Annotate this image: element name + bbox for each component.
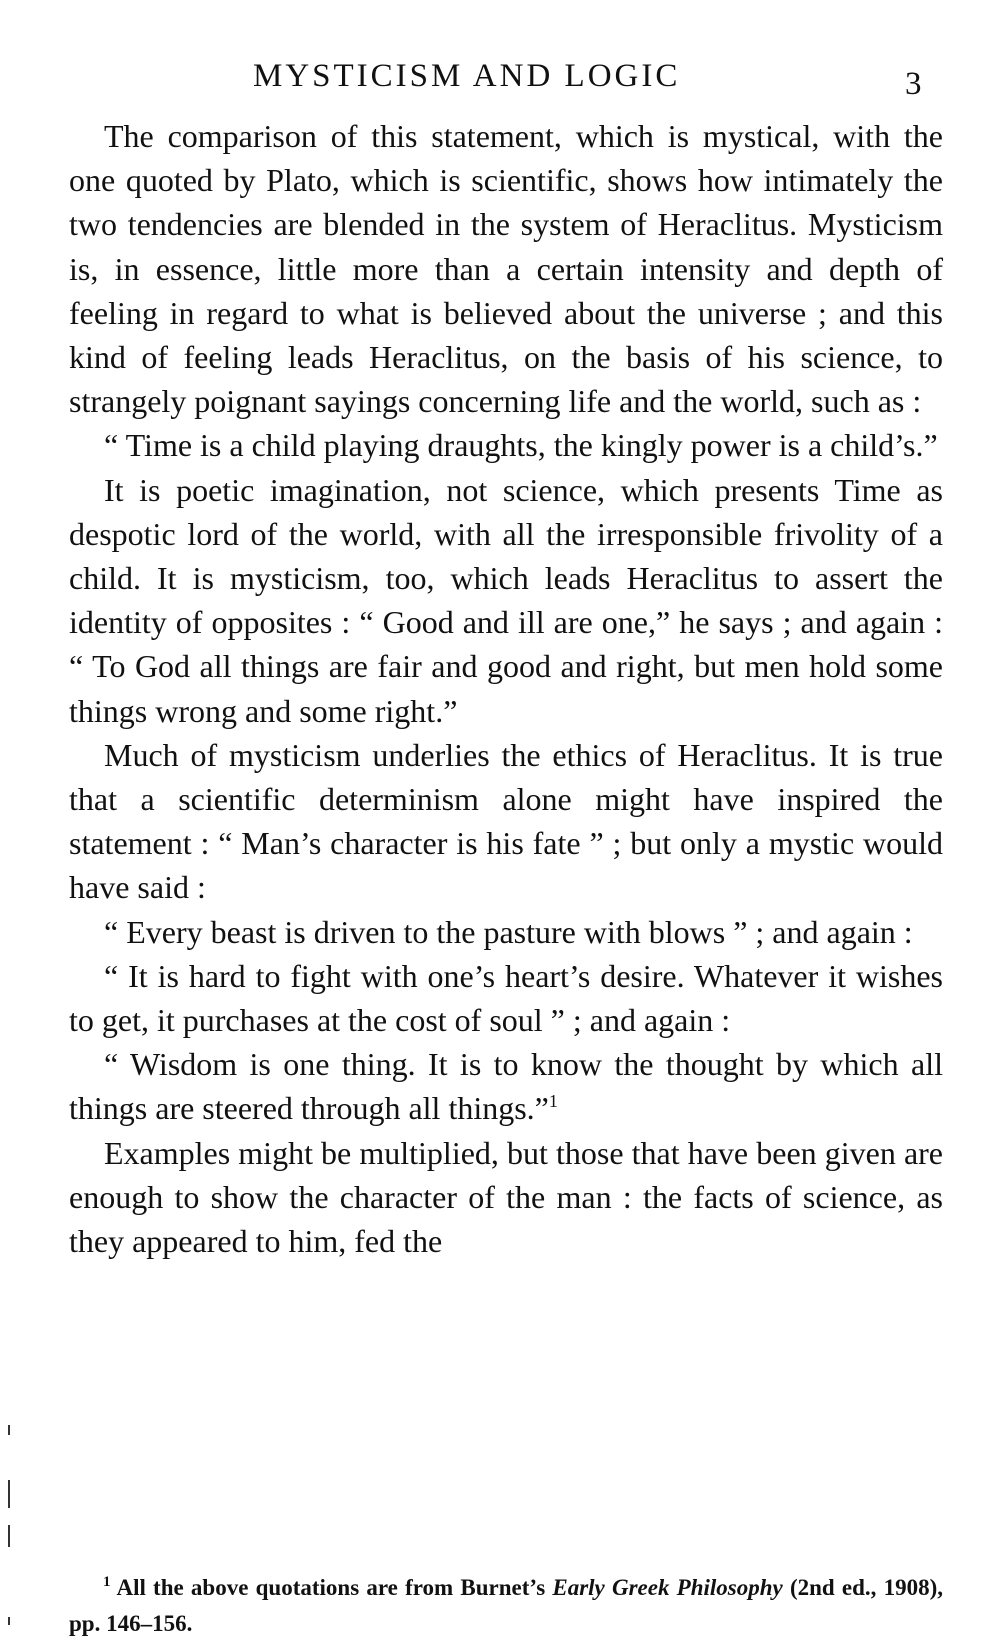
margin-tick <box>8 1480 10 1508</box>
margin-scan-marks <box>8 1425 14 1625</box>
running-head <box>0 52 1000 100</box>
paragraph-heraclitus-mysticism: The comparison of this statement, which is mystical, with the one quoted by Plato, which is scientific, shows how intimately the two tendencies are blended in the system of Heraclitus. Mysticism is, in essence, little more than a certain intensity and depth of feeling in regard to what is believed about the universe ; and this kind of feeling leads Heraclitus, on the basis of his science, to strangely poignant sayings concerning life and the world, such as : <box>69 118 943 420</box>
paragraph-ethics: Much of mysticism underlies the ethics of Heraclitus. It is true that a scientific determinism alone might have inspired the statement : “ Man’s character is his fate ” ; but only a mystic would have said : <box>69 736 943 906</box>
quote-wisdom-text: “ Wisdom is one thing. It is to know the thought by which all things are steered through all things.” <box>69 1046 943 1127</box>
footnote-reference[interactable]: 1 <box>548 1091 558 1112</box>
footnote-text-before: All the above quotations are from Burnet’s <box>116 1575 553 1600</box>
page-number: 3 <box>905 66 922 102</box>
margin-tick <box>8 1525 10 1547</box>
margin-tick <box>8 1617 10 1625</box>
paragraph-poetic-imagination: It is poetic imagination, not science, which presents Time as despotic lord of the world, with all the irresponsible frivolity of a child. It is mysticism, too, which leads Heraclitus to assert the identity of opposites : “ Good and ill are one,” he says ; and again : “ To God all things are fair and good and right, but men hold some things wrong and some right.” <box>69 471 943 729</box>
quote-heart-desire: “ It is hard to fight with one’s heart’s desire. Whatever it wishes to get, it purchases at the cost of soul ” ; and again : <box>69 957 943 1039</box>
footnote-book-title: Early Greek Philosophy <box>552 1575 783 1600</box>
body-text <box>69 114 943 1263</box>
margin-tick <box>8 1425 10 1435</box>
footnote-text-after: (2nd ed., 1908), pp. 146–156. <box>69 1575 944 1636</box>
running-title: MYSTICISM AND LOGIC <box>253 58 681 94</box>
paragraph-examples: Examples might be multiplied, but those that have been given are enough to show the character of the man : the facts of science, as they appeared to him, fed the <box>69 1134 943 1260</box>
footnote <box>69 1570 943 1642</box>
quote-every-beast: “ Every beast is driven to the pasture with blows ” ; and again : <box>104 913 913 950</box>
quote-time-child: “ Time is a child playing draughts, the kingly power is a child’s.” <box>104 427 938 464</box>
footnote-mark: 1 <box>103 1574 111 1590</box>
quote-wisdom <box>69 1042 943 1130</box>
